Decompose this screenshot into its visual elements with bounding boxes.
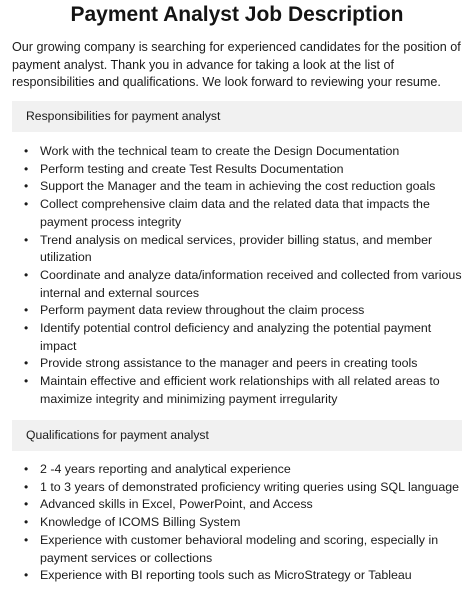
bullet-icon: •: [24, 161, 29, 176]
bullet-icon: •: [24, 532, 29, 547]
list-item: [0, 355, 474, 373]
list-item-text: Identify potential control deficiency and analyzing the potential payment impact: [40, 321, 432, 353]
bullet-icon: •: [24, 232, 29, 247]
list-item: [0, 532, 474, 567]
list-item-text: Knowledge of ICOMS Billing System: [40, 515, 241, 530]
list-item: [0, 320, 474, 355]
list-item: [0, 178, 474, 196]
list-item-text: Work with the technical team to create the Design Documentation: [40, 144, 400, 158]
list-item-text: Experience with BI reporting tools such as MicroStrategy or Tableau: [40, 568, 412, 583]
list-item-text: Provide strong assistance to the manager and peers in creating tools: [40, 356, 418, 371]
list-item: [0, 514, 474, 532]
list-item-text: Collect comprehensive claim data and the related data that impacts the payment process integrity: [40, 197, 430, 229]
responsibilities-heading: Responsibilities for payment analyst: [12, 101, 462, 132]
page-title: Payment Analyst Job Description: [70, 3, 404, 26]
list-item-text: Support the Manager and the team in achieving the cost reduction goals: [40, 179, 436, 194]
list-item: [0, 373, 474, 408]
bullet-icon: •: [24, 197, 29, 212]
list-item: [0, 567, 474, 585]
list-item: [0, 196, 474, 231]
bullet-icon: •: [24, 568, 29, 583]
list-item-text: Coordinate and analyze data/information received and collected from various internal and external sources: [40, 267, 462, 300]
bullet-icon: •: [24, 321, 29, 336]
responsibilities-list: [0, 143, 474, 409]
list-item-text: 1 to 3 years of demonstrated proficiency writing queries using SQL language: [40, 479, 459, 494]
list-item-text: Perform payment data review throughout the claim process: [40, 303, 365, 318]
bullet-icon: •: [24, 144, 29, 158]
list-item: [0, 267, 474, 302]
list-item: [0, 479, 474, 497]
qualifications-heading: Qualifications for payment analyst: [12, 420, 462, 451]
bullet-icon: •: [24, 462, 29, 476]
bullet-icon: •: [24, 515, 29, 530]
list-item: [0, 161, 474, 179]
list-item-text: Perform testing and create Test Results Documentation: [40, 161, 344, 176]
list-item: [0, 143, 474, 161]
list-item-text: Trend analysis on medical services, provider billing status, and member utilization: [40, 232, 433, 265]
list-item: [0, 496, 474, 514]
bullet-icon: •: [24, 374, 29, 389]
list-item: [0, 461, 474, 479]
list-item-text: Advanced skills in Excel, PowerPoint, and Access: [40, 497, 313, 512]
bullet-icon: •: [24, 479, 29, 494]
bullet-icon: •: [24, 267, 29, 282]
bullet-icon: •: [24, 179, 29, 194]
qualifications-list: [0, 461, 474, 585]
bullet-icon: •: [24, 497, 29, 512]
list-item-text: Maintain effective and efficient work relationships with all related areas to maximize integrity and minimizing payment irregularity: [40, 374, 440, 406]
bullet-icon: •: [24, 356, 29, 371]
list-item: [0, 232, 474, 267]
list-item-text: Experience with customer behavioral modeling and scoring, especially in payment services or collections: [40, 532, 439, 565]
list-item: [0, 302, 474, 320]
list-item-text: 2 -4 years reporting and analytical experience: [40, 462, 291, 476]
intro-paragraph: Our growing company is searching for experienced candidates for the position of payment analyst. Thank you in advance for taking a look at the list of responsibilities and qualifications. We look forward to reviewing your resume.: [12, 40, 461, 90]
bullet-icon: •: [24, 303, 29, 318]
